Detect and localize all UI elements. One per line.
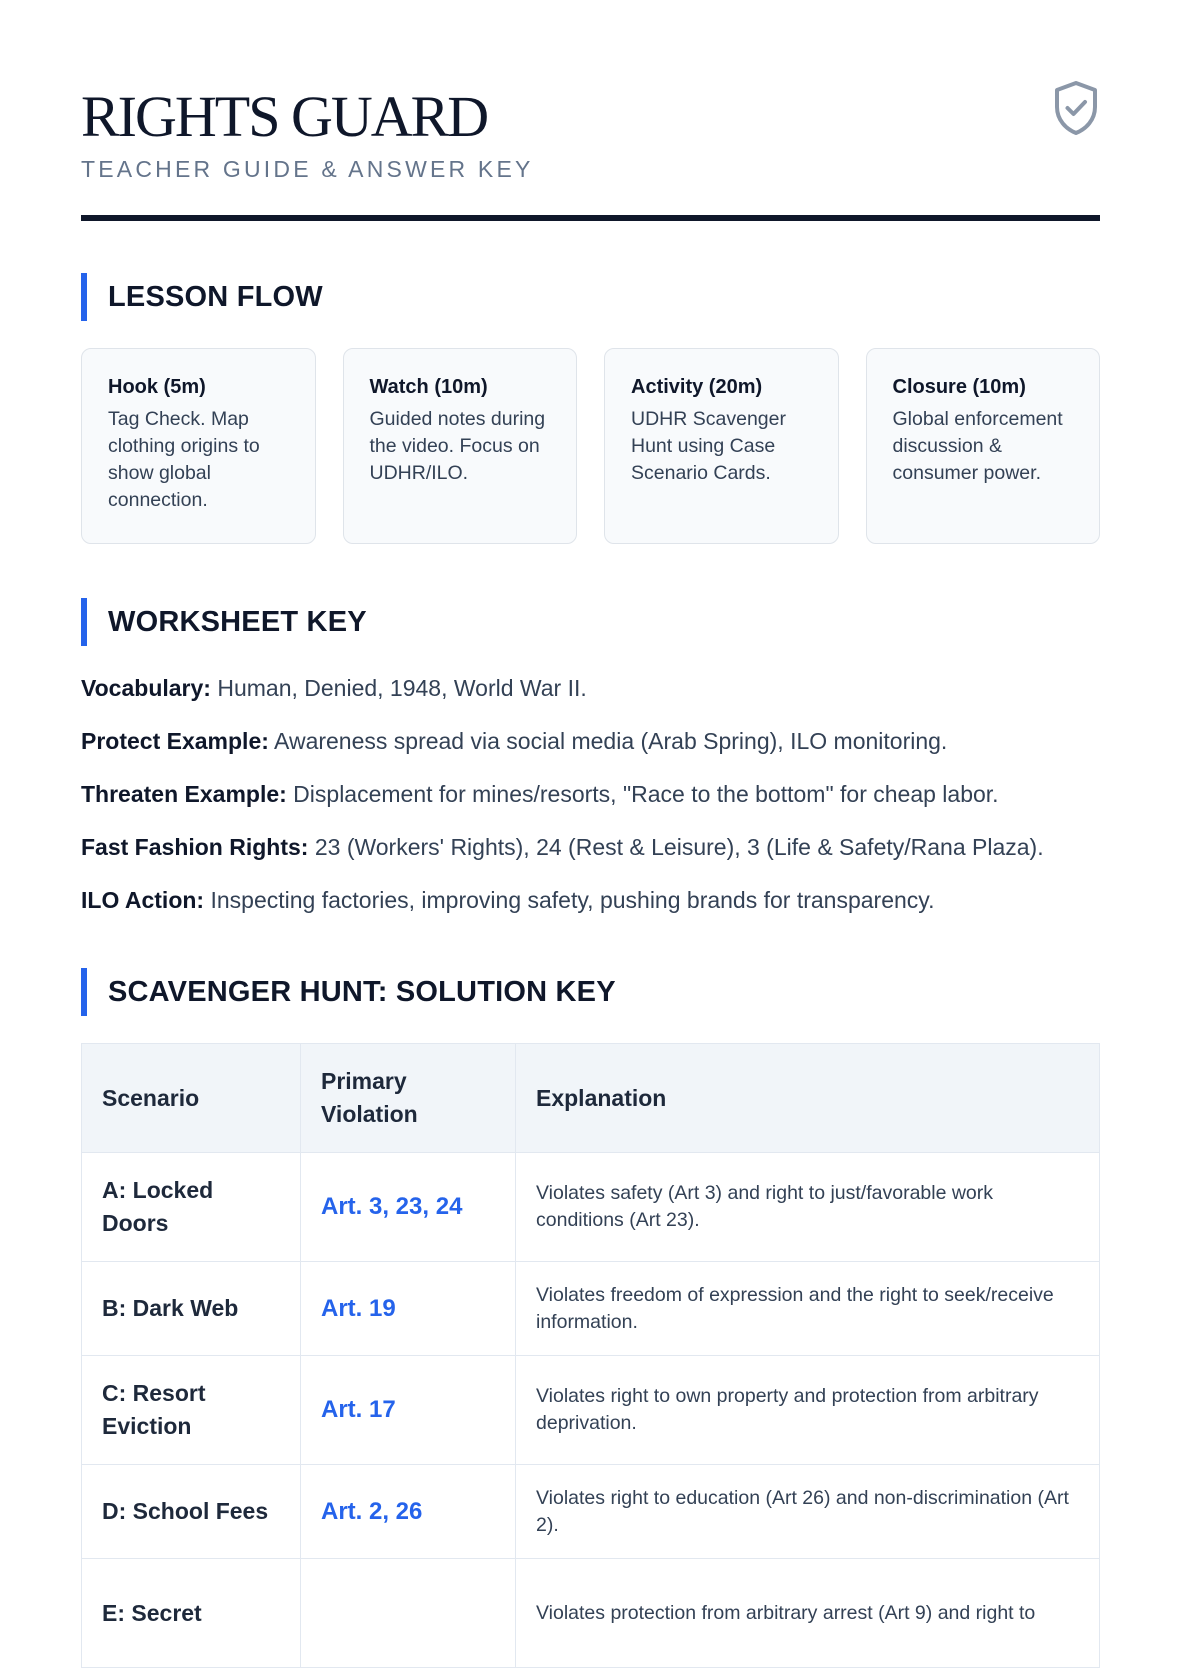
table-row (82, 1356, 1100, 1465)
card-title: Watch (10m) (369, 376, 488, 398)
lesson-card-activity (604, 348, 839, 544)
key-text: 23 (Workers' Rights), 24 (Rest & Leisure), 3 (Life & Safety/Rana Plaza). (308, 834, 1044, 860)
card-title: Closure (10m) (892, 376, 1026, 398)
violation-cell: Art. 3, 23, 24 (301, 1153, 516, 1262)
worksheet-key-section (81, 598, 1100, 916)
card-title: Activity (20m) (631, 376, 763, 398)
scenario-cell: C: Resort Eviction (82, 1356, 301, 1465)
document-header (81, 0, 1100, 221)
column-header-violation: Primary Violation (301, 1044, 516, 1153)
violation-cell: Art. 19 (301, 1262, 516, 1356)
lesson-card-closure (866, 348, 1101, 544)
column-header-scenario: Scenario (82, 1044, 301, 1153)
lesson-card-hook (81, 348, 316, 544)
shield-check-icon (1052, 80, 1100, 136)
explanation-cell: Violates freedom of expression and the right to seek/receive information. (516, 1262, 1100, 1356)
explanation-cell: Violates right to own property and protection from arbitrary deprivation. (516, 1356, 1100, 1465)
key-item-fast-fashion-rights (81, 831, 1100, 863)
scenario-cell: A: Locked Doors (82, 1153, 301, 1262)
scenario-cell: B: Dark Web (82, 1262, 301, 1356)
table-header-row (82, 1044, 1100, 1153)
scenario-cell: E: Secret (82, 1559, 301, 1668)
explanation-cell: Violates right to education (Art 26) and non-discrimination (Art 2). (516, 1465, 1100, 1559)
violation-cell: Art. 17 (301, 1356, 516, 1465)
table-row (82, 1262, 1100, 1356)
key-item-protect-example (81, 725, 1100, 757)
solution-table-wrapper (81, 1043, 1100, 1668)
worksheet-key-heading: WORKSHEET KEY (81, 598, 1100, 646)
key-text: Awareness spread via social media (Arab Spring), ILO monitoring. (268, 728, 948, 754)
key-item-threaten-example (81, 778, 1100, 810)
key-label: Fast Fashion Rights: (81, 834, 309, 860)
worksheet-key-list (81, 672, 1100, 916)
table-row (82, 1465, 1100, 1559)
lesson-card-watch (343, 348, 578, 544)
document-subtitle: TEACHER GUIDE & ANSWER KEY (81, 156, 534, 182)
key-item-ilo-action (81, 884, 1100, 916)
solution-table (81, 1043, 1100, 1668)
key-item-vocabulary (81, 672, 1100, 704)
explanation-cell: Violates safety (Art 3) and right to just/favorable work conditions (Art 23). (516, 1153, 1100, 1262)
violation-cell: Art. 2, 26 (301, 1465, 516, 1559)
scavenger-hunt-section (81, 968, 1100, 1668)
card-text: Guided notes during the video. Focus on UDHR/ILO. (369, 408, 546, 484)
scenario-cell: D: School Fees (82, 1465, 301, 1559)
table-row (82, 1559, 1100, 1668)
key-text: Human, Denied, 1948, World War II. (210, 675, 587, 701)
explanation-cell: Violates protection from arbitrary arrest (Art 9) and right to (516, 1559, 1100, 1668)
key-label: Threaten Example: (81, 781, 287, 807)
document-title: RIGHTS GUARD (81, 84, 488, 149)
lesson-flow-heading: LESSON FLOW (81, 273, 1100, 321)
key-label: ILO Action: (81, 887, 205, 913)
column-header-explanation: Explanation (516, 1044, 1100, 1153)
violation-cell (301, 1559, 516, 1668)
scavenger-hunt-heading: SCAVENGER HUNT: SOLUTION KEY (81, 968, 1100, 1016)
key-label: Vocabulary: (81, 675, 211, 701)
lesson-flow-section (81, 273, 1100, 544)
key-text: Displacement for mines/resorts, "Race to the bottom" for cheap labor. (286, 781, 999, 807)
card-text: UDHR Scavenger Hunt using Case Scenario Cards. (631, 408, 786, 484)
key-text: Inspecting factories, improving safety, pushing brands for transparency. (204, 887, 935, 913)
lesson-cards (81, 348, 1100, 544)
key-label: Protect Example: (81, 728, 269, 754)
card-title: Hook (5m) (108, 376, 206, 398)
card-text: Global enforcement discussion & consumer power. (892, 408, 1063, 484)
table-row (82, 1153, 1100, 1262)
card-text: Tag Check. Map clothing origins to show global connection. (108, 408, 260, 511)
